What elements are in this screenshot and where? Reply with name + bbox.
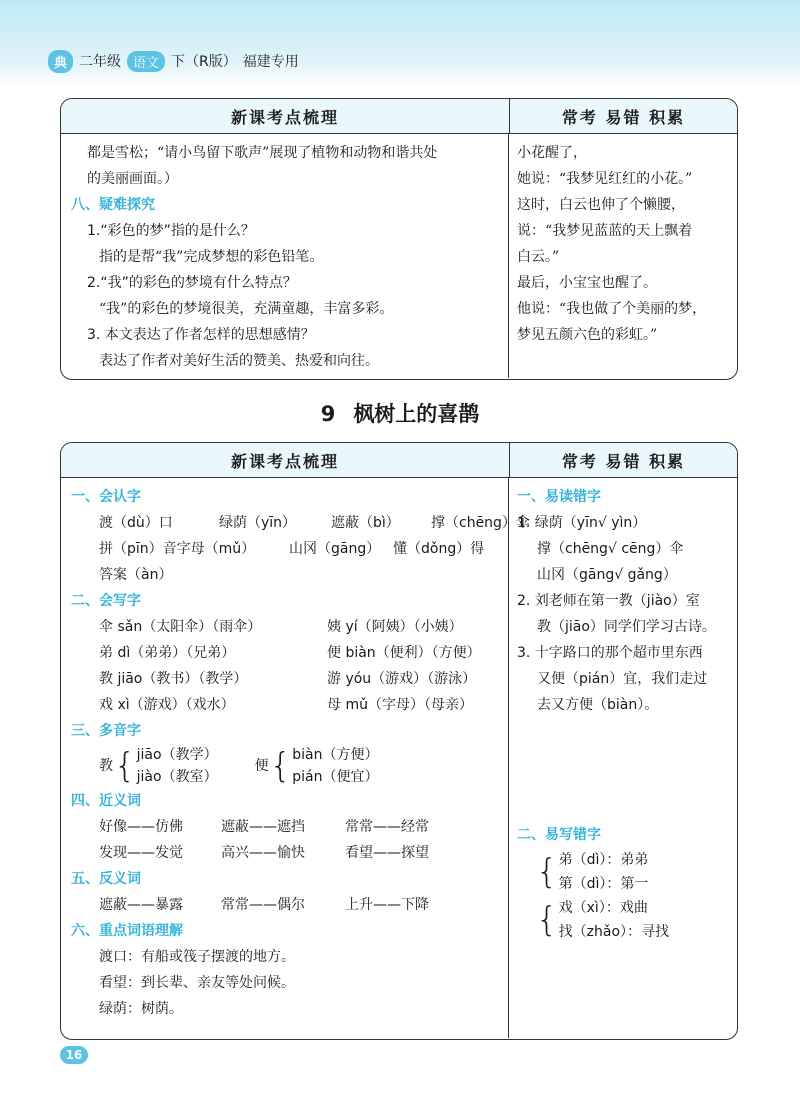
- confusable-pair: [535, 896, 729, 944]
- text-line: 最后，小宝宝也醒了。: [517, 275, 657, 291]
- text-line: 她说：“我梦见红红的小花。”: [517, 171, 693, 187]
- text-line: 白云。”: [517, 249, 560, 265]
- page-header-band: [0, 0, 800, 86]
- write-item: 教 jiāo（教书）（教学）: [99, 671, 248, 687]
- reading: jiāo（教学）: [136, 747, 218, 763]
- brace-icon: {: [114, 746, 136, 786]
- section-heading: 四、近义词: [71, 793, 141, 809]
- write-item: 游 yóu（游戏）（游泳）: [327, 671, 477, 687]
- series-header: [48, 48, 299, 74]
- vocab-item: 答案（àn）: [99, 567, 173, 583]
- section-heading: 二、会写字: [71, 593, 141, 609]
- text-line: 说：“我梦见蓝蓝的天上飘着: [517, 223, 693, 239]
- question: 1.“彩色的梦”指的是什么？: [87, 223, 255, 239]
- text-line: 这时，白云也伸了个懒腰，: [517, 197, 685, 213]
- vocab-item: 遮蔽（bì）: [331, 515, 400, 531]
- recognize-grid: [99, 510, 530, 536]
- main-left-column: [61, 478, 530, 1038]
- write-item: 姨 yí（阿姨）（小姨）: [327, 619, 463, 635]
- top-right-column: [509, 134, 737, 378]
- vocab-item: 绿荫（yīn）: [219, 515, 297, 531]
- section-heading: 一、会认字: [71, 489, 141, 505]
- lesson-name: 枫树上的喜鹊: [353, 402, 480, 426]
- synonym-grid: [99, 814, 498, 866]
- word-pair: 遮蔽——暴露: [99, 897, 183, 913]
- reading: jiào（教室）: [136, 769, 218, 785]
- vocab-item: 渡（dù）口: [99, 515, 173, 531]
- word-pair: 好像——仿佛: [99, 819, 183, 835]
- polyphone-group: [99, 744, 498, 788]
- write-item: 便 biàn（便利）（方便）: [327, 645, 481, 661]
- word-pair: 上升——下降: [345, 897, 429, 913]
- text-line: 小花醒了，: [517, 145, 587, 161]
- item-line: 撑（chēng√ cēng）伞: [537, 541, 684, 557]
- item-line: 3. 十字路口的那个超市里东西: [517, 645, 703, 661]
- reading: pián（便宜）: [292, 769, 379, 785]
- series-logo: 典: [48, 50, 73, 73]
- confusable-pair: [535, 848, 729, 896]
- word-pair: 常常——经常: [345, 819, 429, 835]
- text-line: 的美丽画面。）: [87, 171, 178, 187]
- confusable-item: 弟（dì）：弟弟: [558, 852, 649, 868]
- confusable-item: 第（dì）：第一: [558, 876, 649, 892]
- question: 2.“我”的彩色的梦境有什么特点？: [87, 275, 297, 291]
- top-panel-head: [61, 99, 737, 134]
- word-pair: 高兴——愉快: [221, 845, 305, 861]
- word-pair: 遮蔽——遮挡: [221, 819, 305, 835]
- write-item: 弟 dì（弟弟）（兄弟）: [99, 645, 236, 661]
- lesson-number: 9: [320, 402, 336, 426]
- item-line: 去又方便（biàn）。: [537, 697, 659, 713]
- write-grid: [99, 614, 498, 718]
- confusable-item: 找（zhǎo）：寻找: [558, 924, 670, 940]
- vocab-item: 撑（chēng）伞: [431, 515, 530, 531]
- write-item: 母 mǔ（字母）（母亲）: [327, 697, 473, 713]
- definition: 看望：到长辈、亲友等处问候。: [99, 975, 295, 991]
- question: 3. 本文表达了作者怎样的思想感情？: [87, 327, 315, 343]
- confusable-item: 戏（xì）：戏曲: [558, 900, 648, 916]
- main-head-right: 常考 易错 积累: [561, 451, 686, 471]
- word-pair: 常常——偶尔: [221, 897, 305, 913]
- page-number: 16: [60, 1046, 88, 1064]
- write-item: 戏 xì（游戏）（戏水）: [99, 697, 235, 713]
- answer: 表达了作者对美好生活的赞美、热爱和向往。: [99, 353, 379, 369]
- item-line: 1. 绿荫（yīn√ yìn）: [517, 515, 647, 531]
- grade-label: 二年级: [79, 54, 122, 70]
- main-head-left: 新课考点梳理: [61, 443, 510, 477]
- section-heading: 一、易读错字: [517, 489, 601, 505]
- section-heading: 二、易写错字: [517, 827, 601, 843]
- vocab-item: 山冈（gāng）: [289, 541, 381, 557]
- top-head-right: 常考 易错 积累: [561, 107, 686, 127]
- text-line: 梦见五颜六色的彩虹。”: [517, 327, 658, 343]
- main-right-column: [509, 478, 737, 1038]
- text-line: 他说：“我也做了个美丽的梦，: [517, 301, 707, 317]
- write-item: 伞 sǎn（太阳伞）（雨伞）: [99, 619, 262, 635]
- polyphone-char: 教: [99, 758, 113, 774]
- answer: “我”的彩色的梦境很美，充满童趣，丰富多彩。: [99, 301, 394, 317]
- top-panel: [60, 98, 738, 380]
- vocab-item: 懂（dǒng）得: [393, 541, 485, 557]
- definition: 渡口：有船或筏子摆渡的地方。: [99, 949, 295, 965]
- volume-label: 下（R版）: [171, 54, 237, 70]
- recognize-grid: [99, 536, 498, 562]
- vocab-item: 拼（pīn）音字母（mǔ）: [99, 541, 256, 557]
- brace-icon: {: [536, 852, 558, 892]
- subject-label: 语文: [127, 51, 165, 72]
- lesson-title: [0, 398, 800, 428]
- top-head-left: 新课考点梳理: [61, 99, 510, 133]
- region-label: 福建专用: [242, 54, 299, 70]
- item-line: 2. 刘老师在第一教（jiào）室: [517, 593, 700, 609]
- section-heading: 三、多音字: [71, 723, 141, 739]
- brace-icon: {: [269, 746, 292, 786]
- reading: biàn（方便）: [292, 747, 379, 763]
- item-line: 又便（pián）宜，我们走过: [537, 671, 708, 687]
- main-panel: [60, 442, 738, 1040]
- definition: 绿荫：树荫。: [99, 1001, 183, 1017]
- section-heading: 五、反义词: [71, 871, 141, 887]
- top-left-column: [61, 134, 509, 378]
- word-pair: 看望——探望: [345, 845, 429, 861]
- section-heading: 六、重点词语理解: [71, 923, 183, 939]
- item-line: 教（jiāo）同学们学习古诗。: [537, 619, 716, 635]
- main-panel-head: [61, 443, 737, 478]
- section-heading: 八、疑难探究: [71, 197, 155, 213]
- word-pair: 发现——发觉: [99, 845, 183, 861]
- polyphone-char: 便: [254, 758, 269, 774]
- item-line: 山冈（gāng√ gǎng）: [537, 567, 677, 583]
- antonym-grid: [99, 892, 498, 918]
- text-line: 都是雪松；“请小鸟留下歌声”展现了植物和动物和谐共处: [87, 145, 438, 161]
- answer: 指的是帮“我”完成梦想的彩色铅笔。: [99, 249, 324, 265]
- brace-icon: {: [536, 900, 558, 940]
